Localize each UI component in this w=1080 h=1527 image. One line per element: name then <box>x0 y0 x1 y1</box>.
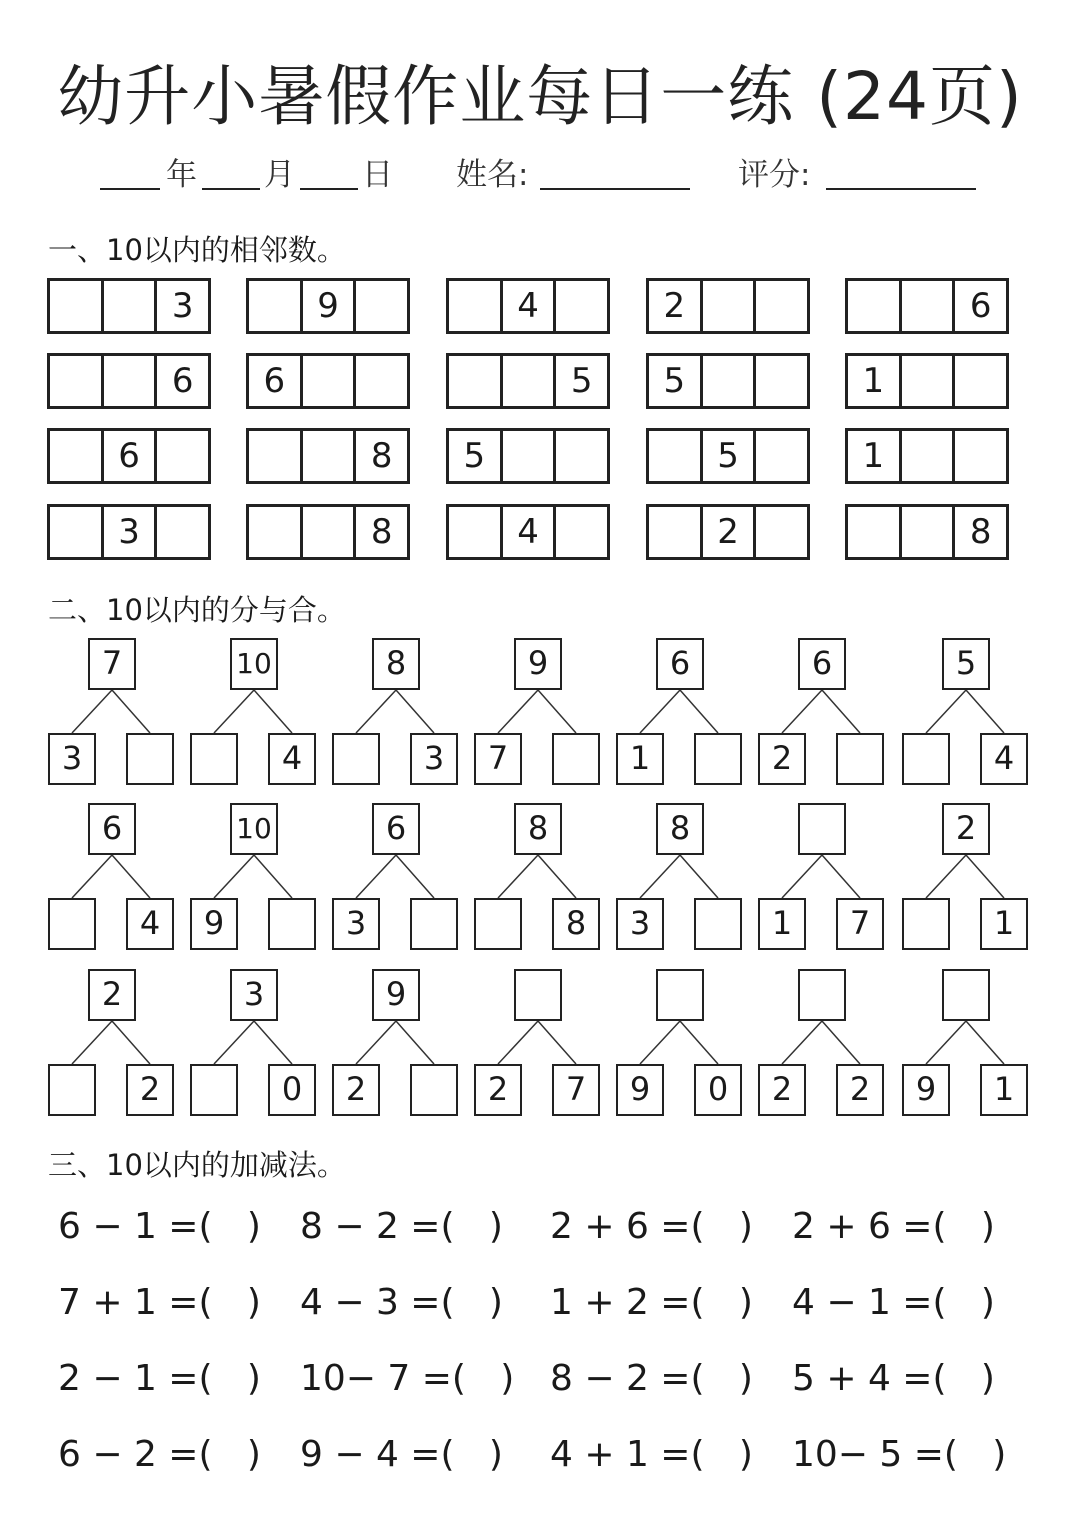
neighbor-answer-cell[interactable] <box>955 431 1006 481</box>
neighbor-strip <box>47 353 211 409</box>
name-blank[interactable] <box>540 188 690 190</box>
neighbor-answer-cell[interactable] <box>955 356 1006 406</box>
split-branch-line <box>396 855 434 898</box>
neighbor-given-cell: 6 <box>171 361 194 401</box>
arithmetic-equation[interactable]: 2 − 1 =( ) <box>58 1358 261 1399</box>
section-arithmetic-title: 三、10以内的加减法。 <box>48 1148 346 1182</box>
neighbor-given-cell: 5 <box>570 361 593 401</box>
neighbor-strip <box>246 278 410 334</box>
split-tree <box>190 969 318 1117</box>
neighbor-answer-cell[interactable] <box>902 281 956 331</box>
split-tree <box>332 803 460 951</box>
split-branch-line <box>214 855 254 898</box>
split-left-box[interactable] <box>332 733 380 785</box>
split-right-box[interactable] <box>552 733 600 785</box>
neighbor-strip <box>246 353 410 409</box>
neighbor-answer-cell[interactable] <box>756 431 807 481</box>
neighbor-strip <box>845 353 1009 409</box>
neighbor-answer-cell[interactable] <box>556 507 607 557</box>
split-top-box[interactable] <box>656 969 704 1021</box>
neighbor-given-cell: 6 <box>969 286 992 326</box>
split-branch-line <box>926 690 966 733</box>
neighbor-given-cell: 4 <box>503 281 557 331</box>
split-right-box[interactable] <box>410 898 458 950</box>
split-top-box: 2 <box>942 803 990 855</box>
month-label: 月 <box>264 157 295 193</box>
arithmetic-equation[interactable]: 7 + 1 =( ) <box>58 1282 261 1323</box>
split-left-box: 2 <box>474 1064 522 1116</box>
split-top-box: 9 <box>514 638 562 690</box>
neighbor-strip <box>47 278 211 334</box>
split-right-box[interactable] <box>694 898 742 950</box>
neighbor-strip <box>845 278 1009 334</box>
split-right-box: 0 <box>694 1064 742 1116</box>
neighbor-answer-cell[interactable] <box>50 507 104 557</box>
neighbor-given-cell: 8 <box>370 512 393 552</box>
neighbor-strip <box>845 428 1009 484</box>
neighbor-answer-cell[interactable] <box>703 356 757 406</box>
year-label: 年 <box>166 157 197 193</box>
neighbor-given-cell: 2 <box>649 281 703 331</box>
split-right-box: 4 <box>126 898 174 950</box>
split-right-box[interactable] <box>268 898 316 950</box>
split-top-box: 3 <box>230 969 278 1021</box>
neighbor-answer-cell[interactable] <box>503 356 557 406</box>
neighbor-answer-cell[interactable] <box>556 281 607 331</box>
neighbor-given-cell: 3 <box>104 507 158 557</box>
split-branch-line <box>72 855 112 898</box>
split-left-box: 9 <box>902 1064 950 1116</box>
day-blank[interactable] <box>300 188 358 190</box>
neighbor-answer-cell[interactable] <box>556 431 607 481</box>
split-branch-line <box>538 690 576 733</box>
split-tree <box>474 638 602 786</box>
split-branch-line <box>782 1021 822 1064</box>
neighbor-answer-cell[interactable] <box>104 356 158 406</box>
neighbor-answer-cell[interactable] <box>902 431 956 481</box>
split-branch-line <box>356 690 396 733</box>
split-branch-line <box>966 855 1004 898</box>
split-tree <box>902 803 1030 951</box>
neighbor-given-cell: 4 <box>503 507 557 557</box>
split-left-box[interactable] <box>902 898 950 950</box>
split-branch-line <box>356 855 396 898</box>
neighbor-answer-cell[interactable] <box>50 431 104 481</box>
split-right-box: 0 <box>268 1064 316 1116</box>
split-branch-line <box>966 1021 1004 1064</box>
split-branch-line <box>72 690 112 733</box>
neighbor-strip <box>646 504 810 560</box>
split-branch-line <box>926 1021 966 1064</box>
split-left-box: 2 <box>758 1064 806 1116</box>
neighbor-answer-cell[interactable] <box>249 507 303 557</box>
split-left-box: 3 <box>616 898 664 950</box>
split-tree <box>332 969 460 1117</box>
split-right-box: 2 <box>836 1064 884 1116</box>
neighbor-given-cell: 1 <box>848 356 902 406</box>
split-branch-line <box>680 690 718 733</box>
worksheet-title: 幼升小暑假作业每日一练 (24页) <box>57 58 1023 135</box>
split-tree <box>616 969 744 1117</box>
neighbor-strip <box>246 428 410 484</box>
neighbor-answer-cell[interactable] <box>104 281 158 331</box>
split-top-box: 6 <box>798 638 846 690</box>
neighbor-answer-cell[interactable] <box>249 431 303 481</box>
neighbor-strip <box>446 353 610 409</box>
neighbor-answer-cell[interactable] <box>303 356 357 406</box>
section-split-title: 二、10以内的分与合。 <box>48 593 346 627</box>
split-left-box: 9 <box>190 898 238 950</box>
neighbor-strip <box>446 278 610 334</box>
neighbor-given-cell: 2 <box>703 507 757 557</box>
neighbor-answer-cell[interactable] <box>249 281 303 331</box>
split-left-box: 3 <box>332 898 380 950</box>
neighbor-strip <box>646 353 810 409</box>
arithmetic-equation[interactable]: 2 + 6 =( ) <box>550 1206 753 1247</box>
neighbor-answer-cell[interactable] <box>848 507 902 557</box>
split-branch-line <box>356 1021 396 1064</box>
split-tree <box>190 638 318 786</box>
split-branch-line <box>538 1021 576 1064</box>
split-tree <box>48 803 176 951</box>
split-tree <box>758 969 886 1117</box>
split-branch-line <box>72 1021 112 1064</box>
split-tree <box>190 803 318 951</box>
split-branch-line <box>782 690 822 733</box>
arithmetic-equation[interactable]: 1 + 2 =( ) <box>550 1282 753 1323</box>
split-top-box: 10 <box>230 638 278 690</box>
split-left-box[interactable] <box>902 733 950 785</box>
split-branch-line <box>822 855 860 898</box>
neighbor-strip <box>47 504 211 560</box>
split-tree <box>474 803 602 951</box>
neighbor-answer-cell[interactable] <box>157 507 208 557</box>
split-tree <box>332 638 460 786</box>
arithmetic-equation[interactable]: 4 + 1 =( ) <box>550 1434 753 1475</box>
split-branch-line <box>254 1021 292 1064</box>
split-branch-line <box>926 855 966 898</box>
split-branch-line <box>498 1021 538 1064</box>
neighbor-answer-cell[interactable] <box>50 281 104 331</box>
arithmetic-equation[interactable]: 6 − 2 =( ) <box>58 1434 261 1475</box>
arithmetic-equation[interactable]: 9 − 4 =( ) <box>300 1434 503 1475</box>
split-branch-line <box>680 1021 718 1064</box>
neighbor-strip <box>646 428 810 484</box>
neighbor-given-cell: 6 <box>249 356 303 406</box>
section-neighbors-title: 一、10以内的相邻数。 <box>48 233 346 267</box>
neighbor-answer-cell[interactable] <box>848 281 902 331</box>
neighbor-strip <box>446 504 610 560</box>
neighbor-answer-cell[interactable] <box>356 281 407 331</box>
split-top-box[interactable] <box>942 969 990 1021</box>
split-left-box[interactable] <box>190 1064 238 1116</box>
split-right-box: 4 <box>980 733 1028 785</box>
split-top-box: 8 <box>372 638 420 690</box>
neighbor-strip <box>446 428 610 484</box>
neighbor-given-cell: 5 <box>449 431 503 481</box>
split-left-box: 1 <box>758 898 806 950</box>
neighbor-answer-cell[interactable] <box>756 507 807 557</box>
arithmetic-equation[interactable]: 2 + 6 =( ) <box>792 1206 995 1247</box>
split-branch-line <box>498 855 538 898</box>
arithmetic-equation[interactable]: 8 − 2 =( ) <box>300 1206 503 1247</box>
neighbor-answer-cell[interactable] <box>649 507 703 557</box>
split-branch-line <box>254 855 292 898</box>
split-right-box: 1 <box>980 898 1028 950</box>
split-top-box[interactable] <box>514 969 562 1021</box>
split-tree <box>616 638 744 786</box>
split-branch-line <box>680 855 718 898</box>
split-top-box: 9 <box>372 969 420 1021</box>
split-left-box[interactable] <box>474 898 522 950</box>
split-top-box: 10 <box>230 803 278 855</box>
split-branch-line <box>538 855 576 898</box>
name-label: 姓名: <box>456 157 529 193</box>
split-branch-line <box>396 690 434 733</box>
neighbor-given-cell: 9 <box>303 281 357 331</box>
split-tree <box>902 969 1030 1117</box>
split-right-box: 1 <box>980 1064 1028 1116</box>
split-tree <box>48 638 176 786</box>
split-top-box[interactable] <box>798 803 846 855</box>
neighbor-given-cell: 5 <box>649 356 703 406</box>
arithmetic-equation[interactable]: 8 − 2 =( ) <box>550 1358 753 1399</box>
split-left-box: 3 <box>48 733 96 785</box>
split-top-box: 6 <box>656 638 704 690</box>
split-branch-line <box>640 1021 680 1064</box>
arithmetic-equation[interactable]: 6 − 1 =( ) <box>58 1206 261 1247</box>
split-right-box: 3 <box>410 733 458 785</box>
neighbor-answer-cell[interactable] <box>449 356 503 406</box>
neighbor-strip <box>845 504 1009 560</box>
arithmetic-equation[interactable]: 5 + 4 =( ) <box>792 1358 995 1399</box>
split-branch-line <box>112 855 150 898</box>
split-left-box[interactable] <box>48 1064 96 1116</box>
neighbor-given-cell: 8 <box>370 436 393 476</box>
split-left-box: 2 <box>758 733 806 785</box>
split-tree <box>902 638 1030 786</box>
neighbor-answer-cell[interactable] <box>50 356 104 406</box>
split-left-box[interactable] <box>190 733 238 785</box>
month-blank[interactable] <box>202 188 260 190</box>
arithmetic-equation[interactable]: 10− 5 =( ) <box>792 1434 1007 1475</box>
neighbor-answer-cell[interactable] <box>703 281 757 331</box>
neighbor-answer-cell[interactable] <box>157 431 208 481</box>
split-branch-line <box>396 1021 434 1064</box>
split-top-box: 2 <box>88 969 136 1021</box>
neighbor-answer-cell[interactable] <box>449 507 503 557</box>
split-top-box: 6 <box>372 803 420 855</box>
split-left-box[interactable] <box>48 898 96 950</box>
neighbor-given-cell: 8 <box>969 512 992 552</box>
neighbor-given-cell: 1 <box>848 431 902 481</box>
split-branch-line <box>822 690 860 733</box>
split-top-box: 5 <box>942 638 990 690</box>
neighbor-given-cell: 6 <box>104 431 158 481</box>
split-right-box: 7 <box>836 898 884 950</box>
split-tree <box>474 969 602 1117</box>
split-top-box: 8 <box>514 803 562 855</box>
split-right-box: 4 <box>268 733 316 785</box>
split-tree <box>758 638 886 786</box>
split-branch-line <box>966 690 1004 733</box>
split-right-box: 2 <box>126 1064 174 1116</box>
neighbor-given-cell: 5 <box>703 431 757 481</box>
split-right-box[interactable] <box>126 733 174 785</box>
header-info-line <box>0 150 1080 200</box>
split-branch-line <box>112 1021 150 1064</box>
split-right-box[interactable] <box>694 733 742 785</box>
neighbor-strip <box>246 504 410 560</box>
split-top-box: 7 <box>88 638 136 690</box>
split-branch-line <box>214 1021 254 1064</box>
split-tree <box>758 803 886 951</box>
neighbor-answer-cell[interactable] <box>902 356 956 406</box>
split-branch-line <box>254 690 292 733</box>
split-tree <box>616 803 744 951</box>
split-right-box[interactable] <box>836 733 884 785</box>
score-blank[interactable] <box>826 188 976 190</box>
split-branch-line <box>640 855 680 898</box>
neighbor-strip <box>646 278 810 334</box>
score-label: 评分: <box>738 157 811 193</box>
split-branch-line <box>214 690 254 733</box>
split-top-box[interactable] <box>798 969 846 1021</box>
split-right-box[interactable] <box>410 1064 458 1116</box>
split-branch-line <box>112 690 150 733</box>
split-branch-line <box>782 855 822 898</box>
neighbor-answer-cell[interactable] <box>902 507 956 557</box>
arithmetic-equation[interactable]: 10− 7 =( ) <box>300 1358 515 1399</box>
arithmetic-equation[interactable]: 4 − 1 =( ) <box>792 1282 995 1323</box>
neighbor-answer-cell[interactable] <box>756 356 807 406</box>
split-left-box: 7 <box>474 733 522 785</box>
split-top-box: 6 <box>88 803 136 855</box>
split-left-box: 1 <box>616 733 664 785</box>
neighbor-answer-cell[interactable] <box>503 431 557 481</box>
neighbor-strip <box>47 428 211 484</box>
split-branch-line <box>498 690 538 733</box>
split-branch-line <box>640 690 680 733</box>
split-left-box: 2 <box>332 1064 380 1116</box>
neighbor-answer-cell[interactable] <box>303 507 357 557</box>
split-branch-line <box>822 1021 860 1064</box>
split-top-box: 8 <box>656 803 704 855</box>
neighbor-answer-cell[interactable] <box>356 356 407 406</box>
day-label: 日 <box>362 157 393 193</box>
neighbor-answer-cell[interactable] <box>449 281 503 331</box>
split-tree <box>48 969 176 1117</box>
neighbor-answer-cell[interactable] <box>303 431 357 481</box>
split-right-box: 8 <box>552 898 600 950</box>
split-right-box: 7 <box>552 1064 600 1116</box>
neighbor-given-cell: 3 <box>171 286 194 326</box>
year-blank[interactable] <box>100 188 160 190</box>
neighbor-answer-cell[interactable] <box>649 431 703 481</box>
arithmetic-equation[interactable]: 4 − 3 =( ) <box>300 1282 503 1323</box>
split-left-box: 9 <box>616 1064 664 1116</box>
neighbor-answer-cell[interactable] <box>756 281 807 331</box>
